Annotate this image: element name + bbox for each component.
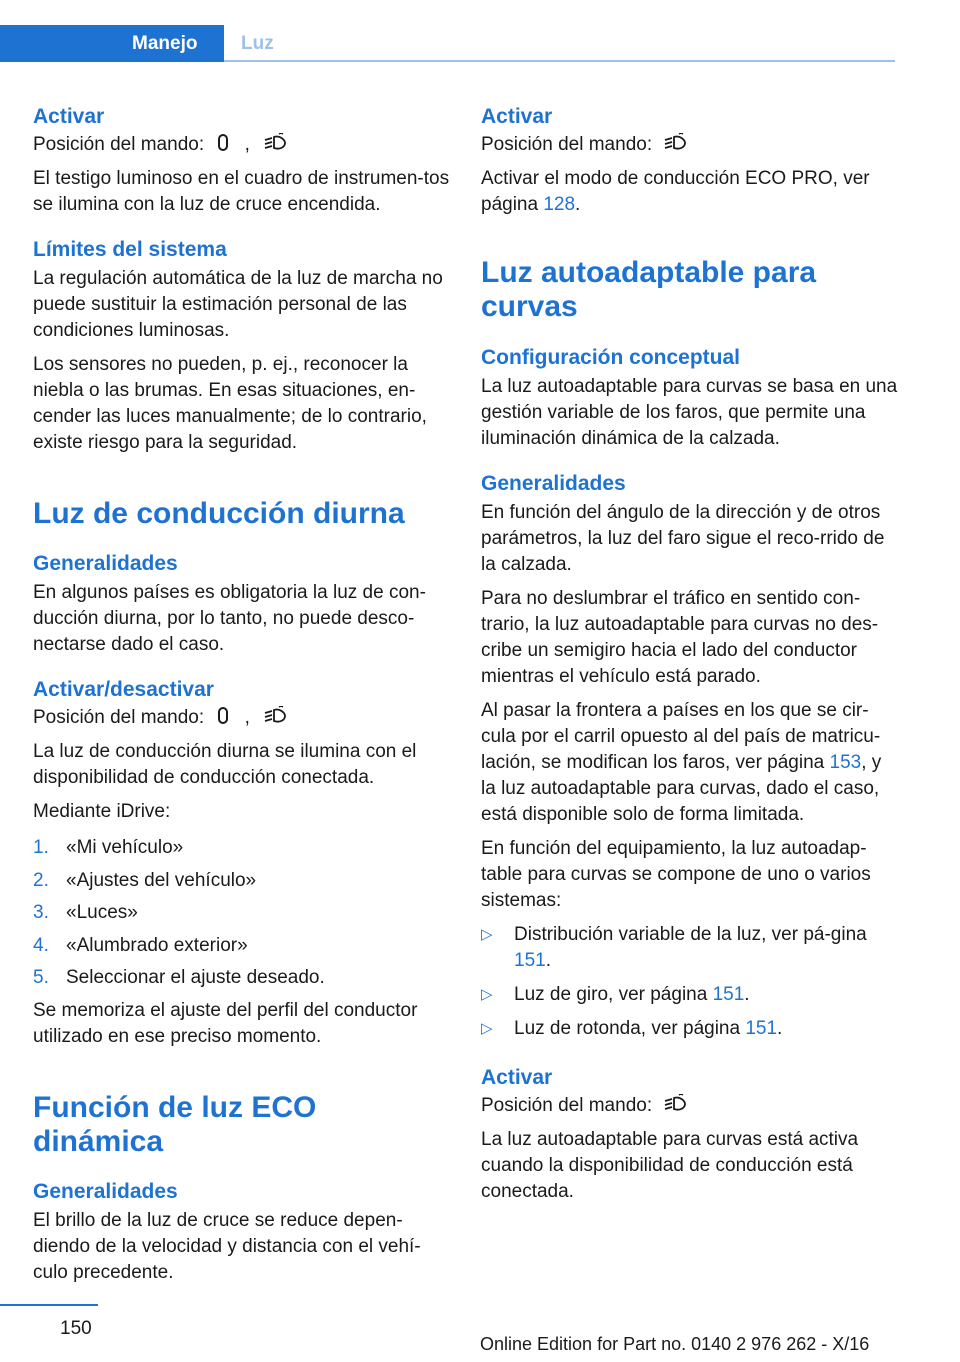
header-subsection-luz[interactable]: Luz [241, 33, 274, 54]
step-number: 3. [33, 902, 49, 923]
step-number: 1. [33, 837, 49, 858]
page-link-151[interactable]: 151 [712, 984, 745, 1005]
heading-configuracion: Configuración conceptual [481, 346, 741, 369]
light-switch-off-icon [215, 133, 231, 153]
list-item [33, 868, 451, 894]
triangle-bullet-icon: ▷ [481, 926, 493, 943]
step-number: 4. [33, 934, 49, 956]
page-header [0, 25, 895, 62]
bullet-end: . [545, 950, 551, 971]
heading-generalidades: Generalidades [481, 472, 626, 495]
paragraph-limites-2: Los sensores no pueden, p. ej., reconocer la niebla o las brumas. En esas situaciones, en‐cender las luces manualmente; de lo contrario, existe riesgo para la seguridad. [33, 354, 427, 453]
header-section-manejo[interactable]: Manejo [132, 33, 198, 54]
paragraph-gen-2: Para no deslumbrar el tráfico en sentido con‐trario, la luz autoadaptable para curvas no des‐cribe un semigiro hacia el lado del conductor mientras el vehículo está parado. [481, 588, 879, 687]
paragraph-activar-2: La luz autoadaptable para curvas está activa cuando la disponibilidad de conducción está conectada. [481, 1129, 859, 1202]
triangle-bullet-icon: ▷ [481, 986, 493, 1003]
header-rule [224, 60, 895, 62]
eco-pro-end: . [575, 194, 581, 215]
heading-activar-desactivar: Activar/desactivar [33, 678, 214, 701]
heading-activar: Activar [481, 105, 553, 128]
auto-headlight-icon [263, 133, 289, 153]
heading-generalidades: Generalidades [33, 552, 178, 575]
heading-activar: Activar [33, 105, 105, 128]
control-position-label: Posición del mando: [33, 707, 205, 728]
heading-luz-eco: Función de luz ECO dinámica [33, 1090, 317, 1158]
heading-luz-diurna: Luz de conducción diurna [33, 497, 405, 530]
paragraph-activar: El testigo luminoso en el cuadro de instrumen‐tos se ilumina con la luz de cruce encendida. [33, 168, 450, 215]
control-position-line-3 [481, 1093, 901, 1119]
bullet-end: . [744, 984, 750, 1005]
triangle-bullet-icon: ▷ [481, 1020, 493, 1037]
icon-separator: , [244, 707, 250, 728]
bullet-end: . [777, 1018, 783, 1039]
list-item [33, 933, 451, 959]
paragraph-gen-3 [481, 698, 901, 828]
page-link-151[interactable]: 151 [514, 950, 546, 971]
systems-list [481, 922, 901, 1042]
left-column [33, 103, 451, 1286]
heading-activar-2: Activar [481, 1066, 553, 1089]
step-number: 2. [33, 869, 49, 891]
control-position-line [33, 132, 451, 158]
paragraph-idrive: Mediante iDrive: [33, 801, 171, 822]
gen-3-text-end: , y la luz autoadaptable para curvas, dado el caso, está disponible solo de forma limitada. [481, 752, 882, 825]
list-item [33, 835, 451, 861]
list-item [481, 1016, 901, 1042]
right-column [481, 103, 901, 1205]
paragraph-eco: El brillo de la luz de cruce se reduce depen‐diendo de la velocidad y distancia con el vehí‐culo precedente. [33, 1209, 421, 1283]
bullet-text: Luz de giro, ver página [514, 984, 713, 1005]
step-text: «Alumbrado exterior» [66, 934, 248, 956]
paragraph-gen-4: En función del equipamiento, la luz autoadap‐table para curvas se compone de uno o varios sistemas: [481, 838, 871, 911]
step-text: «Mi vehículo» [66, 837, 184, 858]
icon-separator: , [244, 134, 250, 155]
paragraph-generalidades: En algunos países es obligatoria la luz de con‐ducción diurna, por lo tanto, no puede desco‐nectarse dado el caso. [33, 582, 426, 655]
step-text: «Luces» [66, 902, 138, 923]
auto-headlight-icon [663, 1094, 689, 1114]
step-number: 5. [33, 967, 49, 988]
paragraph-limites-1: La regulación automática de la luz de marcha no puede sustituir la estimación personal de las condiciones luminosas. [33, 268, 443, 341]
bullet-text: Luz de rotonda, ver página [514, 1018, 746, 1039]
paragraph-eco-pro [481, 166, 901, 218]
control-position-label: Posición del mando: [33, 134, 205, 155]
paragraph-configuracion: La luz autoadaptable para curvas se basa en una gestión variable de los faros, que permite una iluminación dinámica de la calzada. [481, 376, 898, 449]
heading-eco-generalidades: Generalidades [33, 1179, 178, 1203]
list-item [481, 982, 901, 1008]
heading-luz-curvas: Luz autoadaptable para curvas [481, 256, 817, 323]
step-text: Seleccionar el ajuste deseado. [66, 967, 325, 988]
eco-pro-text: Activar el modo de conducción ECO PRO, ver página [481, 168, 870, 215]
control-position-line [481, 132, 901, 158]
list-item [481, 922, 901, 974]
control-position-line-2 [33, 705, 451, 731]
list-item [33, 900, 451, 926]
paragraph-memoriza: Se memoriza el ajuste del perfil del conductor utilizado en ese preciso momento. [33, 999, 418, 1047]
footer-rule [0, 1304, 98, 1306]
paragraph-diurna-1: La luz de conducción diurna se ilumina con el disponibilidad de conducción conectada. [33, 741, 417, 788]
page-link-153[interactable]: 153 [829, 752, 862, 773]
page-link-151[interactable]: 151 [745, 1018, 778, 1039]
idrive-steps-list [33, 835, 451, 991]
bullet-text: Distribución variable de la luz, ver pá‐gina [514, 924, 867, 945]
light-switch-off-icon [215, 706, 231, 726]
auto-headlight-icon [263, 706, 289, 726]
control-position-label: Posición del mando: [481, 1095, 653, 1116]
page-number: 150 [60, 1318, 92, 1339]
list-item [33, 965, 451, 991]
paragraph-gen-1: En función del ángulo de la dirección y de otros parámetros, la luz del faro sigue el reco‐rrido de la calzada. [481, 502, 885, 575]
page-link-128[interactable]: 128 [543, 194, 576, 215]
heading-limites: Límites del sistema [33, 238, 227, 261]
gen-3-text: Al pasar la frontera a países en los que se cir‐cula por el carril opuesto al del país de matricu‐lación, se modifican los faros, ver página [481, 700, 881, 773]
control-position-label: Posición del mando: [481, 134, 653, 155]
step-text: «Ajustes del vehículo» [66, 869, 257, 891]
footer-edition: Online Edition for Part no. 0140 2 976 262 - X/16 [480, 1334, 870, 1354]
auto-headlight-icon [663, 133, 689, 153]
